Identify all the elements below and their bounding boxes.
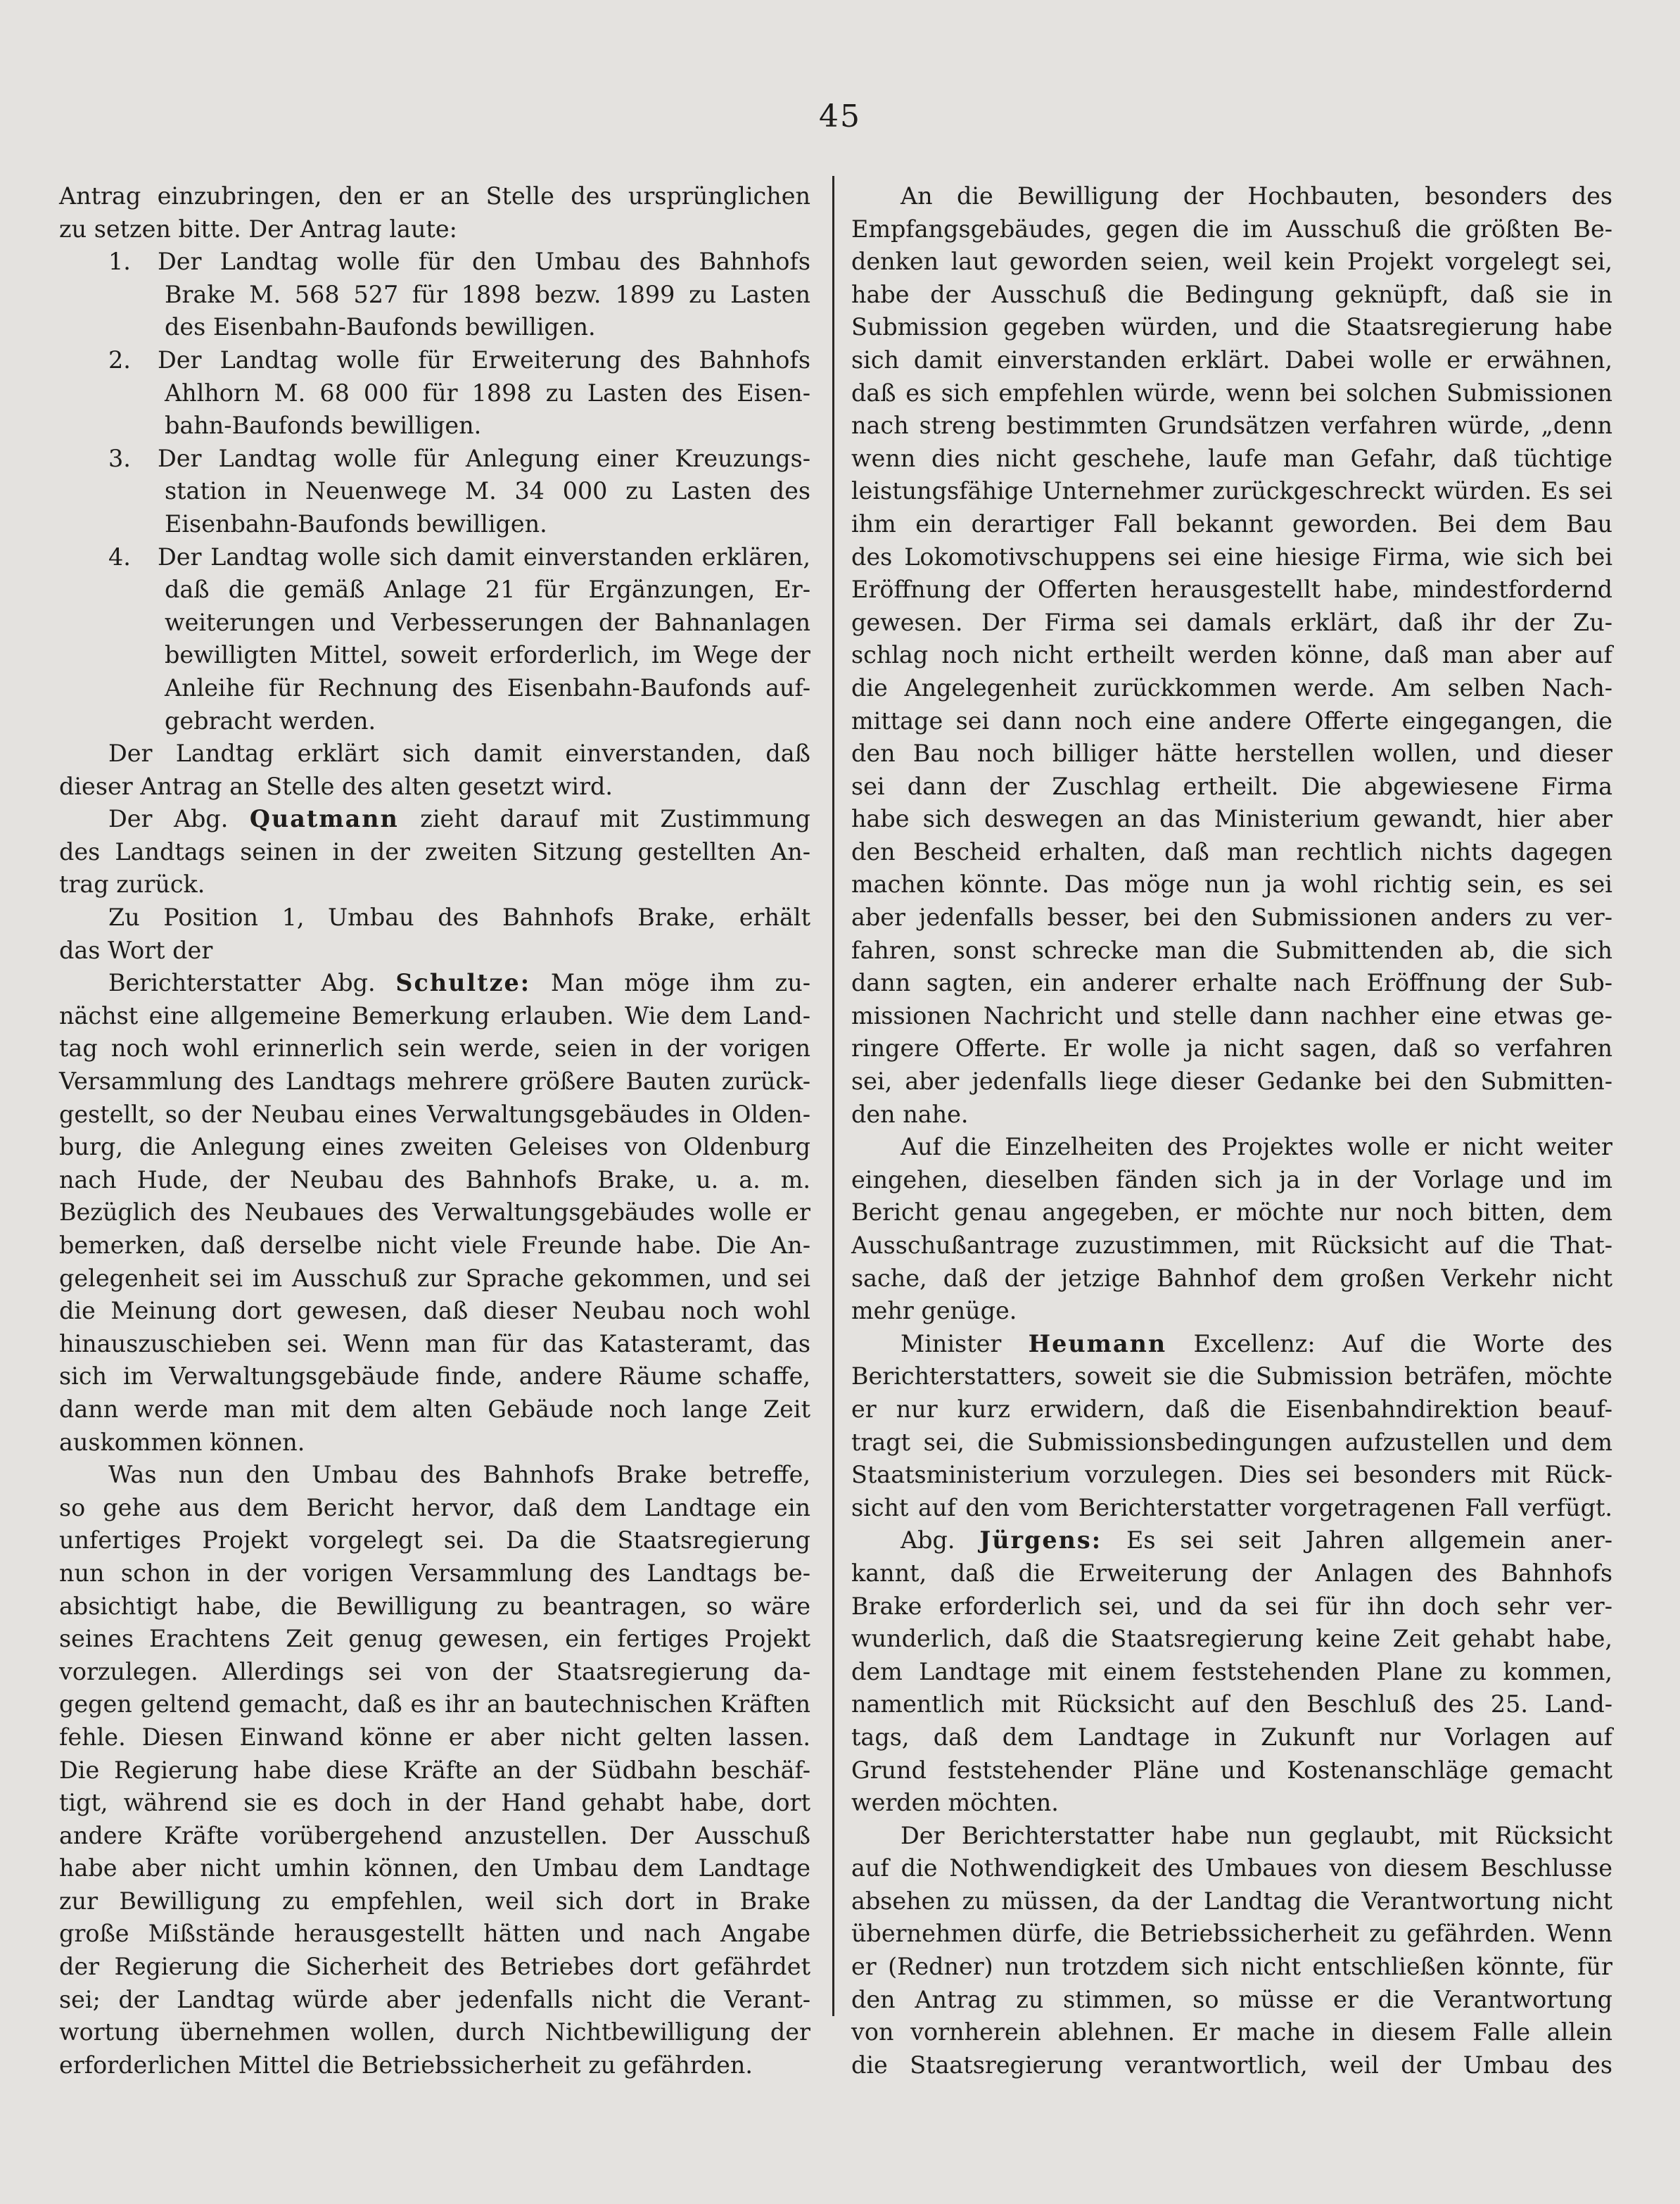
line-text: Auf die Einzelheiten des Projektes wolle er nicht weiter [901, 1133, 1612, 1161]
text-line [851, 344, 1612, 377]
line-text: An die Bewilligung der Hochbauten, besonders des [901, 182, 1612, 210]
line-text: von vornherein ablehnen. Er mache in diesem Falle allein [851, 2018, 1612, 2046]
line-text: übernehmen dürfe, die Betriebssicherheit zu gefährden. Wenn [851, 1920, 1612, 1948]
text-line [851, 1918, 1612, 1951]
text-line [59, 1164, 810, 1197]
text-line [851, 1393, 1612, 1426]
text-line [851, 901, 1612, 935]
line-text: den Bescheid erhalten, daß man rechtlich nichts dagegen [851, 837, 1612, 866]
text-line [59, 1196, 810, 1229]
text-line [851, 1557, 1612, 1590]
line-text: Anleihe für Rechnung des Eisenbahn-Baufonds auf- [165, 673, 810, 702]
line-text: namentlich mit Rücksicht auf den Beschluß des 25. Land- [851, 1690, 1612, 1718]
line-text: auskommen können. [59, 1428, 305, 1456]
text-line [851, 803, 1612, 836]
line-text: Submission gegeben würden, und die Staatsregierung habe [851, 313, 1612, 341]
line-text: burg, die Anlegung eines zweiten Geleises von Oldenburg [59, 1133, 810, 1161]
line-text: gegen geltend gemacht, daß es ihr an bautechnischen Kräften [59, 1690, 810, 1718]
text-line [851, 771, 1612, 804]
text-line [59, 541, 810, 574]
line-text: daß es sich empfehlen würde, wenn bei solchen Submissionen [851, 379, 1612, 407]
text-line [851, 705, 1612, 738]
line-text: die Angelegenheit zurückkommen werde. Am selben Nach- [851, 673, 1612, 702]
line-text: absichtigt habe, die Bewilligung zu beantragen, so wäre [59, 1592, 810, 1620]
list-number: 2. [108, 346, 131, 374]
text-line [851, 1787, 1612, 1820]
text-line [851, 737, 1612, 771]
text-line [851, 311, 1612, 344]
line-text: habe der Ausschuß die Bedingung geknüpft, daß sie in [851, 280, 1612, 308]
text-line [59, 213, 810, 246]
line-text: ringere Offerte. Er wolle ja nicht sagen, daß so verfahren [851, 1034, 1612, 1063]
line-text: zur Bewilligung zu empfehlen, weil sich dort in Brake [59, 1887, 810, 1915]
text-line [851, 1000, 1612, 1033]
text-line [851, 1131, 1612, 1164]
text-line [851, 1065, 1612, 1098]
text-line [59, 443, 810, 476]
text-line [59, 2049, 810, 2082]
line-text: nächst eine allgemeine Bemerkung erlauben. Wie dem Land- [59, 1001, 810, 1030]
line-text: Berichterstatter Abg. Schultze: Man möge ihm zu- [108, 969, 811, 997]
line-text: kannt, daß die Erweiterung der Anlagen des Bahnhofs [851, 1559, 1612, 1587]
text-line [851, 1098, 1612, 1132]
text-line [59, 935, 810, 968]
text-line [851, 1590, 1612, 1623]
line-text: zu setzen bitte. Der Antrag laute: [59, 215, 457, 243]
line-text: er nur kurz erwidern, daß die Eisenbahndirektion beauf- [851, 1395, 1612, 1423]
text-line [59, 1918, 810, 1951]
text-line [59, 1951, 810, 1984]
line-text: andere Kräfte vorübergehend anzustellen. Der Ausschuß [59, 1821, 810, 1849]
line-text: bemerken, daß derselbe nicht viele Freunde habe. Die An- [59, 1231, 810, 1259]
text-line [851, 1721, 1612, 1754]
line-text: Zu Position 1, Umbau des Bahnhofs Brake, erhält [108, 904, 810, 932]
line-text: Der Landtag wolle für den Umbau des Bahnhofs [158, 248, 810, 276]
line-text: ihm ein derartiger Fall bekannt geworden. Bei dem Bau [851, 509, 1612, 538]
line-text: der Regierung die Sicherheit des Betriebes dort gefährdet [59, 1953, 810, 1981]
text-line [59, 1820, 810, 1853]
line-text: die Meinung dort gewesen, daß dieser Neubau noch wohl [59, 1297, 810, 1325]
text-line [59, 574, 810, 607]
line-text: unfertiges Projekt vorgelegt sei. Da die Staatsregierung [59, 1526, 810, 1554]
text-line [59, 868, 810, 901]
line-text: Bezüglich des Neubaues des Verwaltungsgebäudes wolle er [59, 1198, 810, 1227]
text-line [59, 1229, 810, 1262]
line-text: habe aber nicht umhin können, den Umbau dem Landtage [59, 1854, 810, 1882]
line-text: sicht auf den vom Berichterstatter vorgetragenen Fall verfügt. [851, 1493, 1612, 1521]
line-text: den Antrag zu stimmen, so müsse er die Verantwortung [851, 1985, 1612, 2013]
text-line [851, 443, 1612, 476]
text-line [851, 1229, 1612, 1262]
line-text: er (Redner) nun trotzdem sich nicht entschließen könnte, für [851, 1953, 1612, 1981]
line-text: Die Regierung habe diese Kräfte an der Südbahn beschäf- [59, 1756, 810, 1784]
line-text: große Mißstände herausgestellt hätten und nach Angabe [59, 1920, 810, 1948]
text-line [59, 1459, 810, 1492]
line-text: werden möchten. [851, 1789, 1059, 1817]
text-line [59, 1557, 810, 1590]
text-line [59, 377, 810, 410]
text-line [851, 967, 1612, 1000]
page-number: 45 [819, 99, 861, 134]
line-text: weiterungen und Verbesserungen der Bahnanlagen [165, 608, 810, 636]
text-line [851, 1426, 1612, 1459]
text-line [851, 1754, 1612, 1787]
text-line [851, 508, 1612, 541]
text-line [59, 1426, 810, 1459]
line-text: gebracht werden. [165, 707, 376, 735]
text-line [59, 1393, 810, 1426]
text-line [851, 541, 1612, 574]
text-line [851, 868, 1612, 901]
list-number: 1. [108, 248, 131, 276]
line-text: gelegenheit sei im Ausschuß zur Sprache gekommen, und sei [59, 1264, 810, 1292]
column-divider [832, 176, 834, 2016]
text-line [851, 1852, 1612, 1885]
line-text: Brake erforderlich sei, und da sei für ihn doch sehr ver- [851, 1592, 1612, 1620]
line-text: erforderlichen Mittel die Betriebssicherheit zu gefährden. [59, 2051, 753, 2079]
line-text: Staatsministerium vorzulegen. Dies sei besonders mit Rück- [851, 1461, 1612, 1489]
line-text: leistungsfähige Unternehmer zurückgeschreckt würden. Es sei [851, 477, 1612, 505]
text-line [851, 279, 1612, 312]
line-text: Grund feststehender Pläne und Kostenanschläge gemacht [851, 1756, 1612, 1784]
line-text: sei dann der Zuschlag ertheilt. Die abgewiesene Firma [851, 772, 1612, 800]
text-line [851, 639, 1612, 672]
line-text: station in Neuenwege M. 34 000 zu Lasten des [165, 477, 810, 505]
line-text: vorzulegen. Allerdings sei von der Staatsregierung da- [59, 1657, 810, 1685]
text-line [851, 475, 1612, 508]
line-text: dann werde man mit dem alten Gebäude noch lange Zeit [59, 1395, 810, 1423]
text-line [59, 1656, 810, 1689]
list-number: 4. [108, 543, 131, 571]
line-text: schlag noch nicht ertheilt werden könne, daß man aber auf [851, 641, 1612, 669]
text-line [59, 246, 810, 279]
line-text: Der Landtag wolle für Anlegung einer Kreuzungs- [158, 444, 810, 472]
line-text: des Landtags seinen in der zweiten Sitzung gestellten An- [59, 837, 810, 866]
text-line [851, 1820, 1612, 1853]
text-line [59, 901, 810, 935]
text-line [851, 1360, 1612, 1393]
text-line [59, 1098, 810, 1132]
text-line [851, 1623, 1612, 1656]
line-text: denken laut geworden seien, weil kein Projekt vorgelegt sei, [851, 248, 1612, 276]
line-text: Berichterstatters, soweit sie die Submission beträfen, möchte [851, 1362, 1612, 1391]
text-line [851, 1951, 1612, 1984]
text-line [851, 672, 1612, 705]
text-line [851, 2016, 1612, 2049]
text-line [59, 1721, 810, 1754]
text-line [59, 967, 810, 1000]
text-line [851, 246, 1612, 279]
line-text: fahren, sonst schrecke man die Submittenden ab, die sich [851, 936, 1612, 964]
list-number: 3. [108, 444, 131, 472]
text-line [851, 410, 1612, 443]
text-line [851, 2049, 1612, 2082]
text-line [59, 475, 810, 508]
text-line [59, 1984, 810, 2017]
line-text: Bericht genau angegeben, er möchte nur noch bitten, dem [851, 1198, 1612, 1227]
line-text: missionen Nachricht und stelle dann nachher eine etwas ge- [851, 1001, 1612, 1030]
text-line [59, 1262, 810, 1296]
line-text: gewesen. Der Firma sei damals erklärt, daß ihr der Zu- [851, 608, 1612, 636]
text-line [851, 1196, 1612, 1229]
line-text: mehr genüge. [851, 1297, 1017, 1325]
line-text: Versammlung des Landtags mehrere größere Bauten zurück- [59, 1068, 810, 1096]
line-text: nach Hude, der Neubau des Bahnhofs Brake, u. a. m. [59, 1165, 810, 1193]
line-text: nach streng bestimmten Grundsätzen verfahren würde, „denn [851, 412, 1612, 440]
line-text: so gehe aus dem Bericht hervor, daß dem Landtage ein [59, 1493, 810, 1521]
line-text: trag zurück. [59, 870, 205, 899]
text-line [59, 180, 810, 213]
line-text: aber jedenfalls besser, bei den Submissionen anders zu ver- [851, 904, 1612, 932]
line-text: machen könnte. Das möge nun ja wohl richtig sein, es sei [851, 870, 1612, 899]
text-line [59, 737, 810, 771]
line-text: bewilligten Mittel, soweit erforderlich, im Wege der [165, 641, 810, 669]
text-line [59, 2016, 810, 2049]
line-text: dann sagten, ein anderer erhalte nach Eröffnung der Sub- [851, 969, 1612, 997]
text-line [851, 1328, 1612, 1361]
text-line [59, 1688, 810, 1721]
right-column [851, 180, 1612, 2082]
line-text: Was nun den Umbau des Bahnhofs Brake betreffe, [108, 1461, 810, 1489]
text-line [59, 1065, 810, 1098]
text-line [59, 279, 810, 312]
text-line [59, 1885, 810, 1918]
text-line [59, 639, 810, 672]
line-text: hinauszuschieben sei. Wenn man für das Katasteramt, das [59, 1329, 810, 1357]
line-text: dem Landtage mit einem feststehenden Plane zu kommen, [851, 1657, 1612, 1685]
line-text: Eisenbahn-Baufonds bewilligen. [165, 509, 547, 538]
line-text: wenn dies nicht geschehe, laufe man Gefahr, daß tüchtige [851, 444, 1612, 472]
text-line [59, 1787, 810, 1820]
left-column [59, 180, 810, 2082]
text-line [59, 836, 810, 869]
text-line [59, 803, 810, 836]
text-line [851, 377, 1612, 410]
line-text: eingehen, dieselben fänden sich ja in der Vorlage und im [851, 1165, 1612, 1193]
text-line [851, 1032, 1612, 1065]
text-line [59, 1000, 810, 1033]
text-line [851, 935, 1612, 968]
line-text: Antrag einzubringen, den er an Stelle des ursprünglichen [59, 182, 810, 210]
line-text: des Lokomotivschuppens sei eine hiesige Firma, wie sich bei [851, 543, 1612, 571]
text-line [59, 705, 810, 738]
line-text: seines Erachtens Zeit genug gewesen, ein fertiges Projekt [59, 1625, 810, 1653]
line-text: Empfangsgebäudes, gegen die im Ausschuß die größten Be- [851, 215, 1612, 243]
line-text: dieser Antrag an Stelle des alten gesetzt wird. [59, 772, 613, 800]
line-text: wortung übernehmen wollen, durch Nichtbewilligung der [59, 2018, 810, 2046]
text-line [851, 1262, 1612, 1296]
text-line [59, 1360, 810, 1393]
line-text: Der Landtag erklärt sich damit einverstanden, daß [108, 740, 810, 768]
line-text: den Bau noch billiger hätte herstellen wollen, und dieser [851, 740, 1612, 768]
line-text: Der Landtag wolle sich damit einverstanden erklären, [158, 543, 810, 571]
line-text: bahn-Baufonds bewilligen. [165, 412, 482, 440]
text-line [59, 1295, 810, 1328]
line-text: mittage sei dann noch eine andere Offerte eingegangen, die [851, 707, 1612, 735]
text-line [851, 1688, 1612, 1721]
text-line [59, 1754, 810, 1787]
line-text: den nahe. [851, 1100, 969, 1128]
text-line [851, 1885, 1612, 1918]
text-line [59, 1590, 810, 1623]
line-text: Abg. Jürgens: Es sei seit Jahren allgemein aner- [901, 1526, 1613, 1554]
line-text: nun schon in der vorigen Versammlung des Landtags be- [59, 1559, 810, 1587]
text-line [851, 836, 1612, 869]
line-text: fehle. Diesen Einwand könne er aber nicht gelten lassen. [59, 1723, 810, 1751]
line-text: auf die Nothwendigkeit des Umbaues von diesem Beschlusse [851, 1854, 1612, 1882]
text-line [59, 1032, 810, 1065]
line-text: daß die gemäß Anlage 21 für Ergänzungen, Er- [165, 576, 810, 604]
line-text: Eröffnung der Offerten herausgestellt habe, mindestfordernd [851, 576, 1612, 604]
line-text: Der Berichterstatter habe nun geglaubt, mit Rücksicht [901, 1821, 1612, 1849]
line-text: sache, daß der jetzige Bahnhof dem großen Verkehr nicht [851, 1264, 1612, 1292]
line-text: habe sich deswegen an das Ministerium gewandt, hier aber [851, 805, 1612, 833]
line-text: Der Landtag wolle für Erweiterung des Bahnhofs [158, 346, 810, 374]
line-text: sei; der Landtag würde aber jedenfalls nicht die Verant- [59, 1985, 810, 2013]
line-text: Ahlhorn M. 68 000 für 1898 zu Lasten des Eisen- [165, 379, 810, 407]
text-line [59, 1623, 810, 1656]
text-line [59, 410, 810, 443]
text-line [59, 311, 810, 344]
text-line [59, 771, 810, 804]
text-line [851, 607, 1612, 640]
text-line [59, 1131, 810, 1164]
line-text: die Staatsregierung verantwortlich, weil der Umbau des [851, 2051, 1612, 2079]
text-line [59, 344, 810, 377]
text-line [59, 672, 810, 705]
line-text: Minister Heumann Excellenz: Auf die Worte des [901, 1329, 1612, 1357]
text-line [851, 1492, 1612, 1525]
line-text: des Eisenbahn-Baufonds bewilligen. [165, 313, 596, 341]
line-text: tags, daß dem Landtage in Zukunft nur Vorlagen auf [851, 1723, 1612, 1751]
text-line [851, 1524, 1612, 1557]
line-text: Brake M. 568 527 für 1898 bezw. 1899 zu Lasten [165, 280, 810, 308]
text-line [59, 607, 810, 640]
line-text: sich damit einverstanden erklärt. Dabei wolle er erwähnen, [851, 346, 1612, 374]
text-line [851, 1295, 1612, 1328]
line-text: sich im Verwaltungsgebäude finde, andere Räume schaffe, [59, 1362, 810, 1391]
line-text: wunderlich, daß die Staatsregierung keine Zeit gehabt habe, [851, 1625, 1612, 1653]
text-line [59, 508, 810, 541]
line-text: Ausschußantrage zuzustimmen, mit Rücksicht auf die That- [851, 1231, 1612, 1259]
text-line [851, 213, 1612, 246]
text-line [59, 1852, 810, 1885]
line-text: tragt sei, die Submissionsbedingungen aufzustellen und dem [851, 1428, 1612, 1456]
text-line [851, 574, 1612, 607]
text-line [851, 1656, 1612, 1689]
line-text: das Wort der [59, 936, 213, 964]
text-line [59, 1524, 810, 1557]
line-text: Der Abg. Quatmann zieht darauf mit Zustimmung [108, 805, 810, 833]
line-text: gestellt, so der Neubau eines Verwaltungsgebäudes in Olden- [59, 1100, 810, 1128]
line-text: tag noch wohl erinnerlich sein werde, seien in der vorigen [59, 1034, 810, 1063]
line-text: sei, aber jedenfalls liege dieser Gedanke bei den Submitten- [851, 1068, 1612, 1096]
line-text: tigt, während sie es doch in der Hand gehabt habe, dort [59, 1789, 810, 1817]
text-line [851, 180, 1612, 213]
text-line [59, 1492, 810, 1525]
text-line [851, 1459, 1612, 1492]
text-line [851, 1164, 1612, 1197]
text-line [851, 1984, 1612, 2017]
line-text: absehen zu müssen, da der Landtag die Verantwortung nicht [851, 1887, 1612, 1915]
text-line [59, 1328, 810, 1361]
